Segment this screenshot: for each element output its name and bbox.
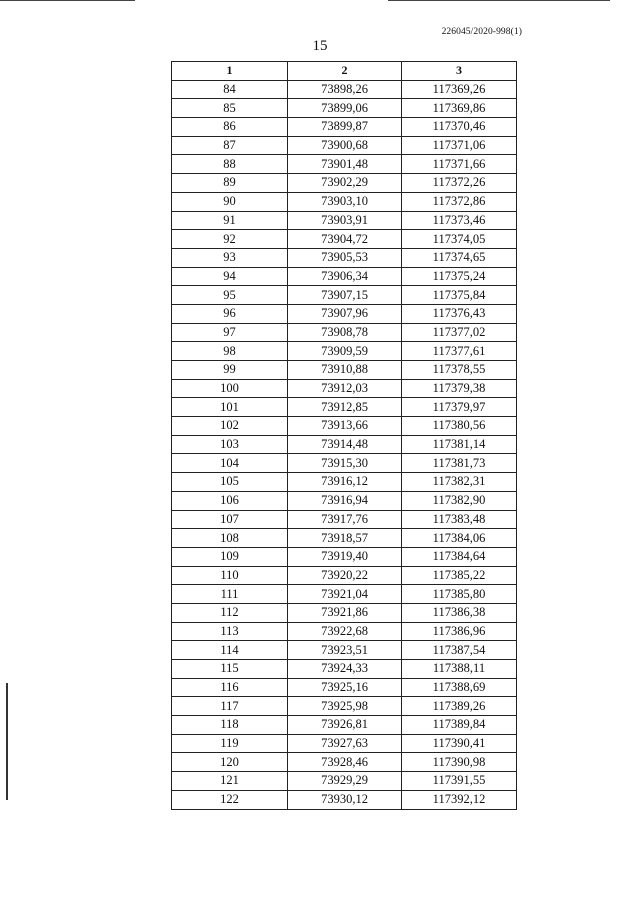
table-row — [172, 361, 517, 380]
y-coordinate-cell: 117384,06 — [402, 529, 517, 548]
x-coordinate-cell: 73922,68 — [288, 622, 402, 641]
table-row — [172, 491, 517, 510]
y-coordinate-cell: 117378,55 — [402, 361, 517, 380]
x-coordinate-cell: 73919,40 — [288, 547, 402, 566]
x-coordinate-cell: 73915,30 — [288, 454, 402, 473]
table-row — [172, 304, 517, 323]
y-coordinate-cell: 117372,86 — [402, 192, 517, 211]
y-coordinate-cell: 117386,96 — [402, 622, 517, 641]
point-number-cell: 109 — [172, 547, 288, 566]
point-number-cell: 93 — [172, 248, 288, 267]
x-coordinate-cell: 73903,91 — [288, 211, 402, 230]
x-coordinate-cell: 73899,06 — [288, 99, 402, 118]
point-number-cell: 94 — [172, 267, 288, 286]
table-row — [172, 510, 517, 529]
x-coordinate-cell: 73921,86 — [288, 603, 402, 622]
point-number-cell: 102 — [172, 417, 288, 436]
y-coordinate-cell: 117391,55 — [402, 772, 517, 791]
point-number-cell: 98 — [172, 342, 288, 361]
x-coordinate-cell: 73928,46 — [288, 753, 402, 772]
y-coordinate-cell: 117384,64 — [402, 547, 517, 566]
x-coordinate-cell: 73912,03 — [288, 379, 402, 398]
point-number-cell: 86 — [172, 118, 288, 137]
document-number: 226045/2020-998(1) — [441, 27, 522, 37]
table-row — [172, 435, 517, 454]
y-coordinate-cell: 117373,46 — [402, 211, 517, 230]
x-coordinate-cell: 73925,16 — [288, 678, 402, 697]
top-rule-left — [0, 0, 135, 1]
table-row — [172, 734, 517, 753]
point-number-cell: 85 — [172, 99, 288, 118]
table-row — [172, 155, 517, 174]
table-row — [172, 417, 517, 436]
point-number-cell: 84 — [172, 80, 288, 99]
x-coordinate-cell: 73923,51 — [288, 641, 402, 660]
point-number-cell: 110 — [172, 566, 288, 585]
y-coordinate-cell: 117369,26 — [402, 80, 517, 99]
table-row — [172, 80, 517, 99]
x-coordinate-cell: 73927,63 — [288, 734, 402, 753]
y-coordinate-cell: 117389,26 — [402, 697, 517, 716]
table-row — [172, 323, 517, 342]
table-row — [172, 697, 517, 716]
column-header: 2 — [288, 62, 402, 81]
y-coordinate-cell: 117388,11 — [402, 660, 517, 679]
point-number-cell: 108 — [172, 529, 288, 548]
y-coordinate-cell: 117374,05 — [402, 230, 517, 249]
y-coordinate-cell: 117382,90 — [402, 491, 517, 510]
y-coordinate-cell: 117390,41 — [402, 734, 517, 753]
point-number-cell: 122 — [172, 790, 288, 809]
x-coordinate-cell: 73905,53 — [288, 248, 402, 267]
y-coordinate-cell: 117381,73 — [402, 454, 517, 473]
table-row — [172, 678, 517, 697]
table-row — [172, 473, 517, 492]
y-coordinate-cell: 117381,14 — [402, 435, 517, 454]
table-row — [172, 716, 517, 735]
table-row — [172, 230, 517, 249]
y-coordinate-cell: 117387,54 — [402, 641, 517, 660]
x-coordinate-cell: 73917,76 — [288, 510, 402, 529]
x-coordinate-cell: 73926,81 — [288, 716, 402, 735]
x-coordinate-cell: 73903,10 — [288, 192, 402, 211]
x-coordinate-cell: 73909,59 — [288, 342, 402, 361]
x-coordinate-cell: 73912,85 — [288, 398, 402, 417]
y-coordinate-cell: 117379,97 — [402, 398, 517, 417]
point-number-cell: 115 — [172, 660, 288, 679]
top-rule-right — [388, 0, 610, 1]
point-number-cell: 91 — [172, 211, 288, 230]
x-coordinate-cell: 73929,29 — [288, 772, 402, 791]
table-row — [172, 342, 517, 361]
table-row — [172, 454, 517, 473]
table-header-row — [172, 62, 517, 81]
table-row — [172, 753, 517, 772]
point-number-cell: 100 — [172, 379, 288, 398]
y-coordinate-cell: 117375,84 — [402, 286, 517, 305]
table-row — [172, 286, 517, 305]
x-coordinate-cell: 73925,98 — [288, 697, 402, 716]
y-coordinate-cell: 117388,69 — [402, 678, 517, 697]
margin-mark — [6, 683, 8, 800]
y-coordinate-cell: 117385,80 — [402, 585, 517, 604]
x-coordinate-cell: 73904,72 — [288, 230, 402, 249]
x-coordinate-cell: 73930,12 — [288, 790, 402, 809]
y-coordinate-cell: 117369,86 — [402, 99, 517, 118]
table-row — [172, 248, 517, 267]
point-number-cell: 121 — [172, 772, 288, 791]
point-number-cell: 117 — [172, 697, 288, 716]
y-coordinate-cell: 117374,65 — [402, 248, 517, 267]
table-row — [172, 136, 517, 155]
y-coordinate-cell: 117377,61 — [402, 342, 517, 361]
y-coordinate-cell: 117390,98 — [402, 753, 517, 772]
column-header: 1 — [172, 62, 288, 81]
point-number-cell: 107 — [172, 510, 288, 529]
table-row — [172, 641, 517, 660]
point-number-cell: 103 — [172, 435, 288, 454]
y-coordinate-cell: 117382,31 — [402, 473, 517, 492]
x-coordinate-cell: 73908,78 — [288, 323, 402, 342]
table-row — [172, 529, 517, 548]
table-row — [172, 398, 517, 417]
point-number-cell: 97 — [172, 323, 288, 342]
y-coordinate-cell: 117375,24 — [402, 267, 517, 286]
x-coordinate-cell: 73907,96 — [288, 304, 402, 323]
point-number-cell: 87 — [172, 136, 288, 155]
x-coordinate-cell: 73910,88 — [288, 361, 402, 380]
x-coordinate-cell: 73914,48 — [288, 435, 402, 454]
point-number-cell: 104 — [172, 454, 288, 473]
y-coordinate-cell: 117371,06 — [402, 136, 517, 155]
x-coordinate-cell: 73913,66 — [288, 417, 402, 436]
point-number-cell: 106 — [172, 491, 288, 510]
y-coordinate-cell: 117377,02 — [402, 323, 517, 342]
point-number-cell: 120 — [172, 753, 288, 772]
point-number-cell: 105 — [172, 473, 288, 492]
x-coordinate-cell: 73916,94 — [288, 491, 402, 510]
point-number-cell: 90 — [172, 192, 288, 211]
x-coordinate-cell: 73906,34 — [288, 267, 402, 286]
table-row — [172, 192, 517, 211]
table-row — [172, 772, 517, 791]
y-coordinate-cell: 117371,66 — [402, 155, 517, 174]
y-coordinate-cell: 117380,56 — [402, 417, 517, 436]
table-row — [172, 622, 517, 641]
y-coordinate-cell: 117392,12 — [402, 790, 517, 809]
x-coordinate-cell: 73920,22 — [288, 566, 402, 585]
table-row — [172, 660, 517, 679]
x-coordinate-cell: 73924,33 — [288, 660, 402, 679]
point-number-cell: 113 — [172, 622, 288, 641]
point-number-cell: 118 — [172, 716, 288, 735]
table-row — [172, 379, 517, 398]
y-coordinate-cell: 117376,43 — [402, 304, 517, 323]
table-row — [172, 174, 517, 193]
table-row — [172, 603, 517, 622]
point-number-cell: 101 — [172, 398, 288, 417]
point-number-cell: 114 — [172, 641, 288, 660]
point-number-cell: 112 — [172, 603, 288, 622]
point-number-cell: 95 — [172, 286, 288, 305]
table-row — [172, 267, 517, 286]
y-coordinate-cell: 117370,46 — [402, 118, 517, 137]
table-row — [172, 566, 517, 585]
x-coordinate-cell: 73918,57 — [288, 529, 402, 548]
point-number-cell: 88 — [172, 155, 288, 174]
page-number: 15 — [312, 38, 328, 54]
point-number-cell: 116 — [172, 678, 288, 697]
column-header: 3 — [402, 62, 517, 81]
x-coordinate-cell: 73902,29 — [288, 174, 402, 193]
y-coordinate-cell: 117386,38 — [402, 603, 517, 622]
x-coordinate-cell: 73916,12 — [288, 473, 402, 492]
y-coordinate-cell: 117379,38 — [402, 379, 517, 398]
point-number-cell: 96 — [172, 304, 288, 323]
point-number-cell: 111 — [172, 585, 288, 604]
table-row — [172, 547, 517, 566]
table-row — [172, 99, 517, 118]
y-coordinate-cell: 117383,48 — [402, 510, 517, 529]
point-number-cell: 89 — [172, 174, 288, 193]
point-number-cell: 99 — [172, 361, 288, 380]
point-number-cell: 119 — [172, 734, 288, 753]
y-coordinate-cell: 117372,26 — [402, 174, 517, 193]
x-coordinate-cell: 73898,26 — [288, 80, 402, 99]
x-coordinate-cell: 73900,68 — [288, 136, 402, 155]
table-row — [172, 585, 517, 604]
x-coordinate-cell: 73907,15 — [288, 286, 402, 305]
x-coordinate-cell: 73901,48 — [288, 155, 402, 174]
point-number-cell: 92 — [172, 230, 288, 249]
table-row — [172, 211, 517, 230]
table-row — [172, 790, 517, 809]
y-coordinate-cell: 117385,22 — [402, 566, 517, 585]
table-row — [172, 118, 517, 137]
x-coordinate-cell: 73921,04 — [288, 585, 402, 604]
coordinates-table — [171, 61, 517, 810]
x-coordinate-cell: 73899,87 — [288, 118, 402, 137]
y-coordinate-cell: 117389,84 — [402, 716, 517, 735]
